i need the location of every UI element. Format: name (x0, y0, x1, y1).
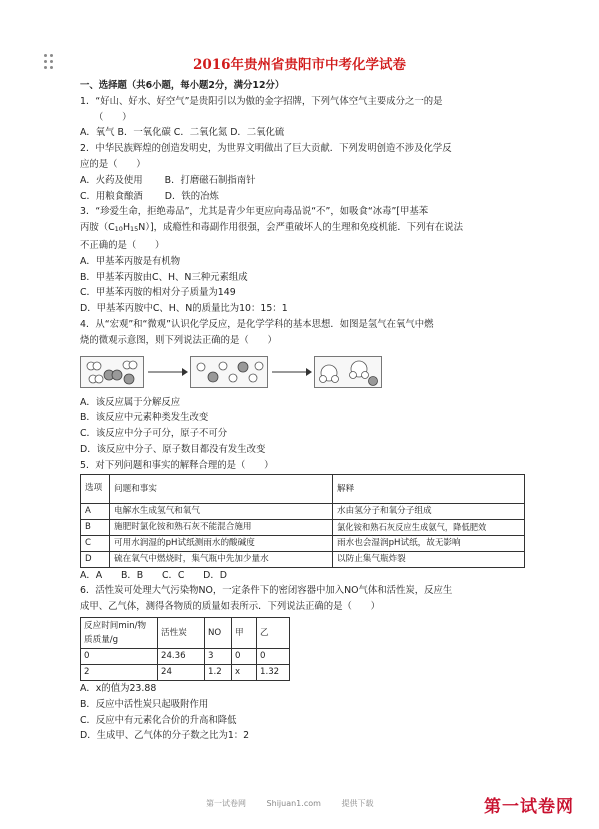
table-cell: 24 (158, 664, 205, 680)
q6-table (80, 617, 290, 681)
table-cell: 氯化铵和熟石灰反应生成氨气，降低肥效 (333, 519, 525, 535)
q2-stem-line2: 应的是（ ） (80, 158, 146, 170)
site-logo: 第一试卷网 (484, 797, 574, 817)
reaction-diagram (80, 354, 525, 390)
table-cell: B (81, 519, 110, 535)
footer-download-text: 提供下载 (341, 799, 374, 808)
table-cell: 24.36 (158, 648, 205, 664)
q4-option-b: B．该反应中元素种类发生改变 (80, 412, 209, 424)
table-cell: 电解水生成氢气和氧气 (110, 503, 333, 519)
products-molecules-icon (315, 357, 381, 387)
table-row (81, 664, 290, 680)
section-heading: 一、选择题（共6小题，每小题2分，满分12分） (80, 80, 285, 91)
page-footer (206, 798, 391, 809)
q6-option-c: C．反应中有元素化合价的升高和降低 (80, 714, 237, 726)
q2-option-c: C．用粮食酿酒 (80, 190, 143, 202)
q3-stem-line1: 3．“珍爱生命，拒绝毒品”，尤其是青少年更应向毒品说“不”，如吸食“冰毒”[甲基苯 (80, 206, 429, 218)
table-cell: 1.2 (205, 664, 232, 680)
table-cell: 施肥时氯化铵和熟石灰不能混合施用 (110, 519, 333, 535)
table-cell: 可用水润湿的pH试纸测雨水的酸碱度 (110, 535, 333, 551)
q2-option-b: B．打磨磁石制指南针 (164, 174, 256, 186)
q6-option-b: B．反应中活性炭只起吸附作用 (80, 698, 209, 710)
diagram-intermediate-box (190, 356, 268, 388)
table-header-cell: 问题和事实 (110, 474, 333, 503)
table-cell: 0 (257, 648, 290, 664)
q5-options: A．A B．B C．C D．D (80, 569, 227, 581)
exam-title: 2016年贵州省贵阳市中考化学试卷 (192, 57, 407, 73)
reactants-molecules-icon (81, 357, 143, 387)
q4-stem-line1: 4．从“宏观”和“微观”认识化学反应，是化学学科的基本思想．如图是氢气在氧气中燃 (80, 318, 434, 330)
table-header-cell: 甲 (232, 617, 257, 648)
table-header-row (81, 474, 525, 503)
arrow-right-icon (144, 357, 190, 387)
q1-stem-line2: （ ） (94, 111, 132, 123)
table-cell: 1.32 (257, 664, 290, 680)
q3-stem-text: N）]，成瘾性和毒副作用很强，会严重破坏人的生理和免疫机能．下列有在说法 (138, 222, 464, 234)
table-cell: 0 (232, 648, 257, 664)
q3-stem-line2 (80, 220, 525, 238)
table-header-cell: 选项 (81, 474, 110, 503)
q1-stem-line1: 1．“好山、好水、好空气”是贵阳引以为傲的金字招牌，下列气体空气主要成分之一的是 (80, 95, 443, 107)
table-header-cell: 反应时间min/物质质量/g (81, 617, 158, 648)
footer-site-name: 第一试卷网 (206, 799, 246, 808)
q2-options-row1 (80, 173, 525, 189)
table-cell: 2 (81, 664, 158, 680)
q5-stem: 5．对下列问题和事实的解释合理的是（ ） (80, 459, 274, 471)
table-row (81, 551, 525, 567)
arrow-right-icon (268, 357, 314, 387)
table-header-cell: 解释 (333, 474, 525, 503)
table-cell: 雨水也会湿润pH试纸，故无影响 (333, 535, 525, 551)
table-cell: 以防止集气瓶炸裂 (333, 551, 525, 567)
table-cell: C (81, 535, 110, 551)
q6-option-a: A．x的值为23.88 (80, 682, 157, 694)
diagram-reactants-box (80, 356, 144, 388)
q3-option-d: D．甲基苯丙胺中C、H、N的质量比为10：15：1 (80, 303, 288, 315)
table-cell: 水由氢分子和氧分子组成 (333, 503, 525, 519)
table-header-row (81, 617, 290, 648)
table-cell: A (81, 503, 110, 519)
table-header-cell: 乙 (257, 617, 290, 648)
table-cell: D (81, 551, 110, 567)
q3-option-c: C．甲基苯丙胺的相对分子质量为149 (80, 287, 236, 299)
table-header-cell: NO (205, 617, 232, 648)
q4-option-c: C．该反应中分子可分，原子不可分 (80, 428, 228, 440)
q2-options-row2 (80, 189, 525, 205)
q2-stem-line1: 2．中华民族辉煌的创造发明史，为世界文明做出了巨大贡献．下列发明创造不涉及化学反 (80, 143, 452, 155)
table-row (81, 519, 525, 535)
table-row (81, 648, 290, 664)
q4-stem-line2: 烧的微观示意图，则下列说法正确的是（ ） (80, 334, 277, 346)
q2-option-a: A．火药及使用 (80, 174, 143, 186)
q3-stem-line3: 不正确的是（ ） (80, 239, 165, 251)
q3-option-a: A．甲基苯丙胺是有机物 (80, 255, 181, 267)
q4-option-a: A．该反应属于分解反应 (80, 396, 181, 408)
table-cell: x (232, 664, 257, 680)
table-cell: 3 (205, 648, 232, 664)
table-header-cell: 活性炭 (158, 617, 205, 648)
q4-option-d: D．该反应中分子、原子数目都没有发生改变 (80, 443, 266, 455)
atoms-icon (191, 357, 267, 387)
diagram-products-box (314, 356, 382, 388)
footer-domain-link[interactable]: Shijuan1.com (266, 799, 321, 808)
q3-subscript-h: 15 (130, 225, 139, 234)
q6-option-d: D．生成甲、乙气体的分子数之比为1：2 (80, 730, 250, 742)
q6-stem-line2: 成甲、乙气体，测得各物质的质量如表所示．下列说法正确的是（ ） (80, 601, 381, 613)
q3-option-b: B．甲基苯丙胺由C、H、N三种元素组成 (80, 271, 248, 283)
q2-option-d: D．铁的冶炼 (164, 190, 219, 202)
table-row (81, 535, 525, 551)
q3-stem-text: H (122, 222, 131, 234)
q3-subscript-c: 10 (114, 225, 123, 234)
table-cell: 硫在氧气中燃烧时，集气瓶中先加少量水 (110, 551, 333, 567)
table-row (81, 503, 525, 519)
q5-table (80, 474, 525, 568)
table-cell: 0 (81, 648, 158, 664)
q1-options: A．氧气 B．一氧化碳 C．二氧化氮 D．二氧化硫 (80, 127, 285, 139)
exam-content (80, 78, 525, 744)
q6-stem-line1: 6．活性炭可处理大气污染物NO，一定条件下的密闭容器中加入NO气体和活性炭，反应生 (80, 585, 453, 597)
q3-stem-text: 丙胺（C (80, 222, 115, 234)
